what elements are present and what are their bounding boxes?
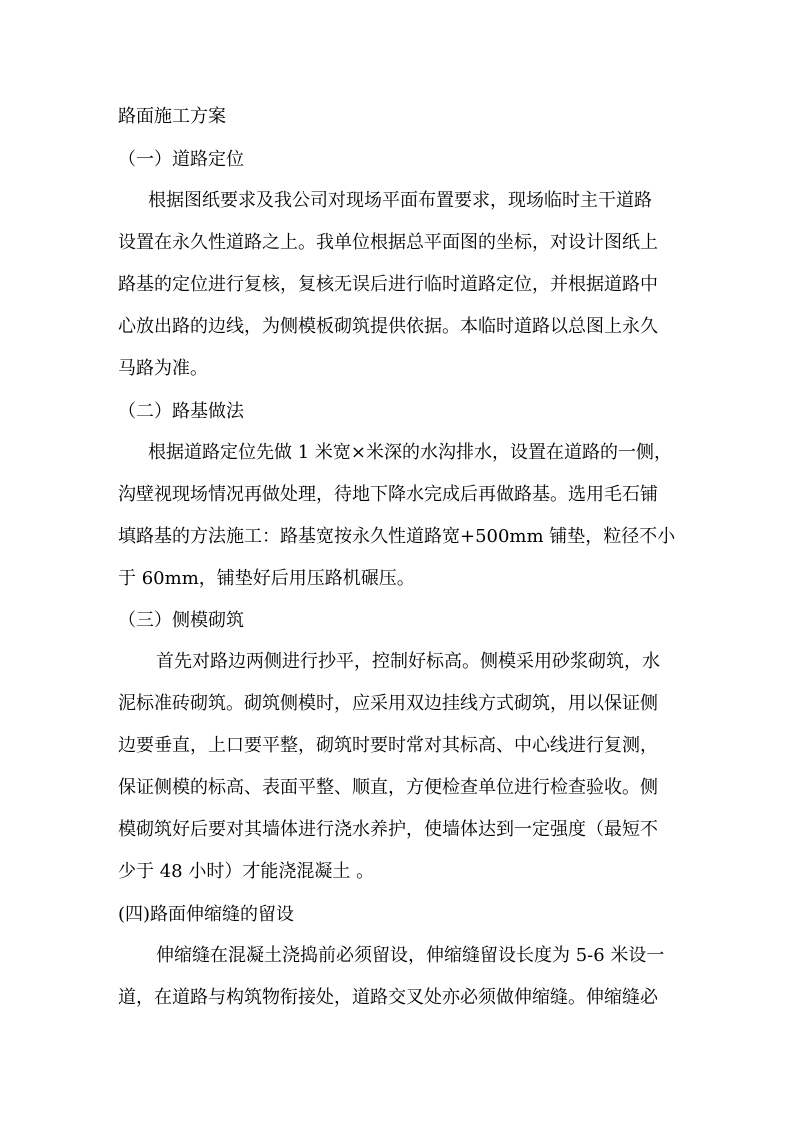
- section-heading: （三）侧模砌筑: [118, 610, 244, 631]
- paragraph-line: 道，在道路与构筑物衔接处，道路交叉处亦必须做伸缩缝。伸缩缝必: [118, 987, 658, 1008]
- paragraph-line: 少于 48 小时）才能浇混凝土 。: [118, 861, 375, 882]
- paragraph-line: 保证侧模的标高、表面平整、顺直，方便检查单位进行检查验收。侧: [118, 777, 658, 798]
- section-heading: （二）路基做法: [118, 401, 244, 422]
- paragraph-line: 首先对路边两侧进行抄平，控制好标高。侧模采用砂浆砌筑，水: [156, 651, 660, 672]
- paragraph-line: 心放出路的边线，为侧模板砌筑提供依据。本临时道路以总图上永久: [118, 316, 658, 337]
- paragraph-line: 根据道路定位先做 1 米宽×米深的水沟排水，设置在道路的一侧，: [148, 442, 672, 463]
- paragraph-line: 泥标准砖砌筑。砌筑侧模时，应采用双边挂线方式砌筑，用以保证侧: [118, 693, 658, 714]
- paragraph-line: 伸缩缝在混凝土浇捣前必须留设，伸缩缝留设长度为 5-6 米设一: [156, 945, 665, 966]
- paragraph-line: 沟壁视现场情况再做处理，待地下降水完成后再做路基。选用毛石铺: [118, 484, 658, 505]
- paragraph-line: 根据图纸要求及我公司对现场平面布置要求，现场临时主干道路: [148, 190, 652, 211]
- paragraph-line: 马路为准。: [118, 358, 208, 379]
- paragraph-line: 填路基的方法施工：路基宽按永久性道路宽+500mm 铺垫，粒径不小: [118, 526, 676, 547]
- paragraph-line: 模砌筑好后要对其墙体进行浇水养护，使墙体达到一定强度（最短不: [118, 819, 658, 840]
- paragraph-line: 路基的定位进行复核，复核无误后进行临时道路定位，并根据道路中: [118, 274, 658, 295]
- section-heading: （一）道路定位: [118, 149, 244, 170]
- paragraph-line: 设置在永久性道路之上。我单位根据总平面图的坐标，对设计图纸上: [118, 232, 658, 253]
- paragraph-line: 于 60mm，铺垫好后用压路机碾压。: [118, 568, 415, 589]
- paragraph-line: 边要垂直，上口要平整，砌筑时要时常对其标高、中心线进行复测，: [118, 735, 658, 756]
- document-title: 路面施工方案: [118, 106, 226, 127]
- section-heading: (四)路面伸缩缝的留设: [118, 904, 295, 925]
